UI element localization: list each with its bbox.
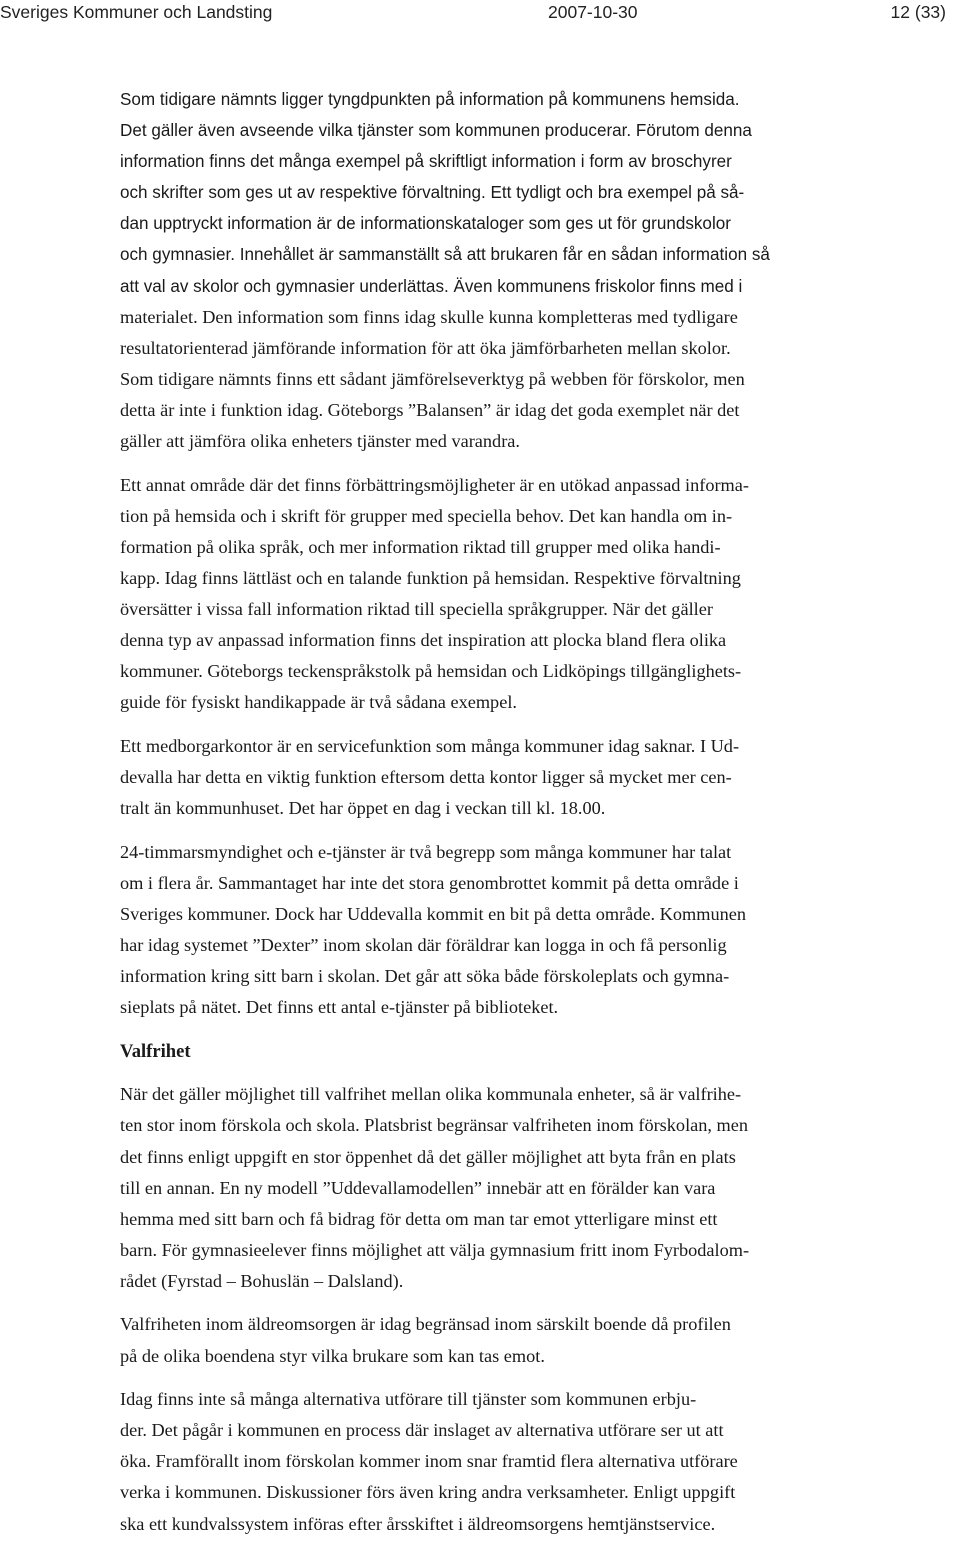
text-line: Idag finns inte så många alternativa utförare till tjänster som kommunen erbju- bbox=[120, 1389, 697, 1410]
text-line: guide för fysiskt handikappade är två sådana exempel. bbox=[120, 692, 517, 713]
header-organization: Sveriges Kommuner och Landsting bbox=[0, 2, 273, 22]
text-line: hemma med sitt barn och få bidrag för detta om man tar emot ytterligare minst ett bbox=[120, 1208, 718, 1229]
text-line: Ett medborgarkontor är en servicefunktion som många kommuner idag saknar. I Ud- bbox=[120, 735, 740, 756]
text-line: När det gäller möjlighet till valfrihet mellan olika kommunala enheter, så är valfrihe- bbox=[120, 1084, 742, 1105]
text-line: gäller att jämföra olika enheters tjänster med varandra. bbox=[120, 431, 520, 452]
text-line: information finns det många exempel på skriftligt information i form av broschyrer bbox=[120, 152, 732, 172]
paragraph-e-services bbox=[120, 837, 920, 1024]
header-page-number: 12 (33) bbox=[890, 2, 946, 22]
text-line: Det gäller även avseende vilka tjänster som kommunen producerar. Förutom denna bbox=[120, 121, 752, 141]
text-line: Som tidigare nämnts finns ett sådant jämförelseverktyg på webben för förskolor, men bbox=[120, 368, 745, 389]
text-line: sieplats på nätet. Det finns ett antal e-tjänster på biblioteket. bbox=[120, 997, 559, 1018]
text-line: översätter i vissa fall information riktad till speciella språkgrupper. När det gäller bbox=[120, 599, 713, 619]
text-line: formation på olika språk, och mer information riktad till grupper med olika handi- bbox=[120, 536, 721, 557]
text-line: dan upptryckt information är de informationskataloger som ges ut för grundskolor bbox=[120, 214, 731, 234]
paragraph-adapted-information bbox=[120, 470, 920, 719]
text-line: der. Det pågår i kommunen en process där inslaget av alternativa utförare ser ut att bbox=[120, 1420, 724, 1441]
section-heading: Valfrihet bbox=[120, 1040, 191, 1062]
text-line: detta är inte i funktion idag. Göteborgs ”Balansen” är idag det goda exemplet när det bbox=[120, 399, 740, 420]
text-line: rådet (Fyrstad – Bohuslän – Dalsland). bbox=[120, 1270, 404, 1291]
text-line: ten stor inom förskola och skola. Platsbrist begränsar valfriheten inom förskolan, men bbox=[120, 1115, 749, 1136]
text-line: tion på hemsida och i skrift för grupper med speciella behov. Det kan handla om in- bbox=[120, 505, 733, 526]
text-line: Sveriges kommuner. Dock har Uddevalla kommit en bit på detta område. Kommunen bbox=[120, 903, 746, 924]
text-line: på de olika boendena styr vilka brukare som kan tas emot. bbox=[120, 1345, 545, 1366]
text-line: kommuner. Göteborgs teckenspråkstolk på hemsidan och Lidköpings tillgänglighets- bbox=[120, 661, 742, 682]
paragraph-freedom-of-choice bbox=[120, 1079, 920, 1297]
text-line: har idag systemet ”Dexter” inom skolan där föräldrar kan logga in och få personlig bbox=[120, 934, 727, 955]
text-line: Som tidigare nämnts ligger tyngdpunkten på information på kommunens hemsida. bbox=[120, 90, 740, 109]
text-line: till en annan. En ny modell ”Uddevallamodellen” innebär att en förälder kan vara bbox=[120, 1177, 716, 1198]
text-line: denna typ av anpassad information finns det inspiration att plocka bland flera olika bbox=[120, 630, 727, 651]
paragraph-elderly-care bbox=[120, 1309, 920, 1371]
text-line: resultatorienterad jämförande information för att öka jämförbarheten mellan skolor. bbox=[120, 337, 731, 358]
text-line: och gymnasier. Innehållet är sammanställt så att brukaren får en sådan information så bbox=[120, 245, 770, 265]
paragraph-alternative-providers bbox=[120, 1384, 920, 1539]
text-line: öka. Framförallt inom förskolan kommer inom snar framtid flera alternativa utförare bbox=[120, 1451, 738, 1472]
text-line: det finns enligt uppgift en stor öppenhet då det gäller möjlighet att byta från en plats bbox=[120, 1146, 736, 1167]
text-line: ska ett kundvalssystem införas efter årsskiftet i äldreomsorgens hemtjänstservice. bbox=[120, 1513, 716, 1534]
text-line: 24-timmarsmyndighet och e-tjänster är två begrepp som många kommuner har talat bbox=[120, 841, 732, 862]
text-line: materialet. Den information som finns idag skulle kunna kompletteras med tydligare bbox=[120, 306, 738, 327]
paragraph-information-channels bbox=[120, 84, 920, 457]
text-line: om i flera år. Sammantaget har inte det stora genombrottet kommit på detta område i bbox=[120, 872, 739, 893]
paragraph-citizen-office bbox=[120, 731, 920, 824]
header-date: 2007-10-30 bbox=[548, 2, 638, 22]
text-line: kapp. Idag finns lättläst och en talande funktion på hemsidan. Respektive förvaltning bbox=[120, 567, 741, 588]
text-line: tralt än kommunhuset. Det har öppet en dag i veckan till kl. 18.00. bbox=[120, 798, 606, 819]
text-line: Ett annat område där det finns förbättringsmöjligheter är en utökad anpassad informa- bbox=[120, 474, 749, 495]
text-line: och skrifter som ges ut av respektive förvaltning. Ett tydligt och bra exempel på så- bbox=[120, 183, 745, 203]
text-line: information kring sitt barn i skolan. Det går att söka både förskoleplats och gymna- bbox=[120, 966, 730, 987]
document-body bbox=[120, 84, 920, 1540]
text-line: att val av skolor och gymnasier underlättas. Även kommunens friskolor finns med i bbox=[120, 276, 743, 296]
text-line: Valfriheten inom äldreomsorgen är idag begränsad inom särskilt boende då profilen bbox=[120, 1314, 731, 1335]
page-header bbox=[0, 0, 960, 26]
text-line: devalla har detta en viktig funktion eftersom detta kontor ligger så mycket mer cen- bbox=[120, 766, 732, 787]
text-line: verka i kommunen. Diskussioner förs även kring andra verksamheter. Enligt uppgift bbox=[120, 1482, 736, 1503]
text-line: barn. För gymnasieelever finns möjlighet att välja gymnasium fritt inom Fyrbodalom- bbox=[120, 1239, 750, 1260]
